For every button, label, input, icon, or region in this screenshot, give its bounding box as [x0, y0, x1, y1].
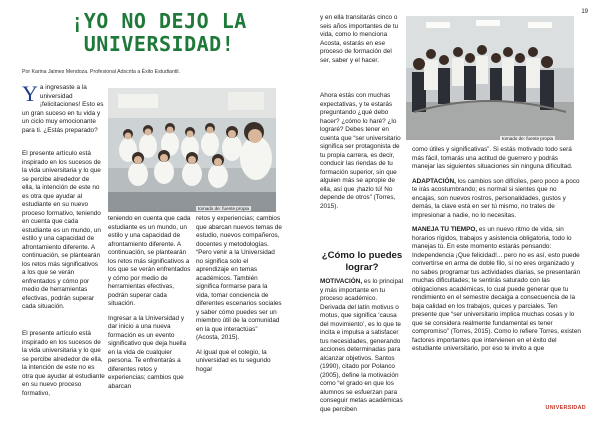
adaptation-label: ADAPTACIÓN, [412, 177, 456, 185]
left-column-1 [22, 81, 106, 141]
dropcap: Y [22, 81, 38, 106]
group-photo [406, 16, 574, 140]
left-column-3 [196, 215, 282, 380]
paragraph: retos y experiencias; cambios que abarcan nuevos temas de estudio, nuevos compañeros, docentes y metodologías. “Pero venir a la Universidad no significa solo el aprendizaje en temas académicos. También significa formarse para la vida, tomar conciencia de diferentes escenarios sociales y saber cómo puedes ser un miembro útil de la comunidad en la que interactúas” (Acosta, 2015). [196, 215, 282, 342]
intro-text: a ingresaste a la universidad ¡felicitaciones! Esto es un gran suceso en tu vida y un ciclo muy emocionante para ti. ¿Estás preparado? [22, 84, 104, 134]
paragraph [412, 178, 582, 221]
left-column-1-bottom [22, 330, 106, 404]
group-photo-image [406, 16, 574, 140]
classroom-photo-image [108, 88, 276, 212]
footer-label: UNIVERSIDAD [545, 405, 586, 411]
article-title [44, 10, 274, 56]
paragraph: teniendo en cuenta que cada estudiante es un mundo, un estilo y una capacidad de afrontamiento diferente. A continuación, se plantearán los retos más significativos a los que se verán enfrentados y cómo por medio de herramientas efectivas, podrán superar cada situación. [108, 215, 191, 308]
time-management-text: es un nuevo ritmo de vida, sin horarios rígidos, trabajos y asistencia obligatoria, todo lo manejas tú. En este momento estarás pensando: Independencia ¡Que felicidad!... pero no es así, esto puede convertirse en arma de doble filo, si no eres organizado y no sabes programar tus actividades diarias, se presentarán muchas dificultades; te sentirás saturado con las obligaciones académicas, lo cual puede generar que tu rendimiento en el semestre decaiga a consecuencia de la baja calidad en los trabajos, quices y parciales. Ten presente que “ser universitario implica muchas cosas y lo que se considera realmente fundamental es tener compromiso” (Torres, 2015). Como lo refiere Torres, existen factores importantes que intervienen en el éxito del estudiante universitario, por eso te invito a que [412, 226, 581, 353]
classroom-photo [108, 88, 276, 212]
left-column-2 [108, 215, 192, 397]
paragraph: y en ella transitarás cinco o seis años importantes de tu vida, como lo menciona Acosta, estarás en ese proceso de formación del ser, saber y el hacer. [320, 14, 399, 64]
photo-caption-left: tomado de: fuente propia [198, 206, 250, 211]
paragraph: El presente artículo está inspirado en los sucesos de la vida universitaria y lo que se percibe alrededor de ella, la intención de este no es otra que ayudar al estudiante en su nuevo proceso formativo, [22, 330, 105, 397]
left-column-1-lower [22, 150, 102, 318]
middle-column-top [320, 14, 402, 71]
paragraph: El presente artículo está inspirado en los sucesos de la vida universitaria y lo que se percibe alrededor de ella, la intención de este no es otra que ayudar al estudiante en su nuevo proceso formativo, teniendo en cuenta que cada estudiante es un mundo, un estilo y una capacidad de afrontamiento diferente. A continuación, se plantearán los retos más significativos a los que se verán enfrentados y cómo por medio de herramientas efectivas, podrán superar cada situación. [22, 150, 101, 311]
motivation-label: MOTIVACIÓN, [320, 278, 363, 285]
paragraph: como útiles y significativas”. Si estás motivado todo será más fácil, tomarás una actitud de guerrero y podrás manejar las siguientes situaciones sin ninguna dificultad. [412, 146, 573, 171]
title-line-2: UNIVERSIDAD! [83, 32, 235, 56]
intro-paragraph [22, 81, 106, 135]
middle-column [320, 92, 404, 217]
paragraph: Ingresar a la Universidad y dar inicio a una nueva formación es un evento significativo que deja huella en la vida de cualquier persona. Te enfrentarás a diferentes retos y experiencias; cambios que abarcan [108, 314, 187, 390]
motivation-text: es lo principal y más importante en tu proceso académico. Derivada del latín motivus o motus, que significa ‘causa del movimiento’, es lo que te incita e impulsa a satisfacer tus necesidades, generando acciones determinadas para alcanzar objetivos. Santos (1990), citado por Polanco (2005), define la motivación como “el grado en que los alumnos se esfuerzan para conseguir metas académicas que perciben [320, 278, 403, 413]
page-number: 19 [581, 9, 588, 15]
section-heading: ¿Cómo lo puedes lograr? [321, 250, 403, 273]
paragraph [412, 226, 582, 354]
paragraph: Al igual que el colegio, la universidad es tu segundo hogar [196, 348, 271, 373]
paragraph: Ahora estás con muchas expectativas, y te estarás preguntando ¿qué debo hacer? ¿cómo lo haré? ¿lo lograré? Debes tener en cuenta que “ser universitario significa ser protagonista de tu propia carrera, es decir, conducir las riendas de tu formación superior, sin que alguien más se apropie de ella, así que ¡hazlo tú! No depende de otros” (Torres, 2015). [320, 92, 401, 210]
title-line-1: ¡YO NO DEJO LA [71, 9, 247, 33]
middle-column-bottom [320, 278, 404, 420]
paragraph [320, 278, 404, 414]
right-column [412, 146, 582, 360]
time-management-label: MANEJA TU TIEMPO, [412, 226, 478, 234]
adaptation-text: los cambios son difíciles, pero poco a poco te irás acostumbrando; es normal si sientes que no encajas, son nuevos rostros, personalidades, gustos y demás, la clave está en ser tú mismo, no trates de impresionar a nadie, no lo necesitas. [412, 177, 580, 219]
photo-caption-right: tomado de: fuente propia [502, 136, 554, 141]
byline: Por Karina Jaimes Mendoza. Profesional Adscrita a Éxito Estudiantil. [22, 69, 181, 75]
